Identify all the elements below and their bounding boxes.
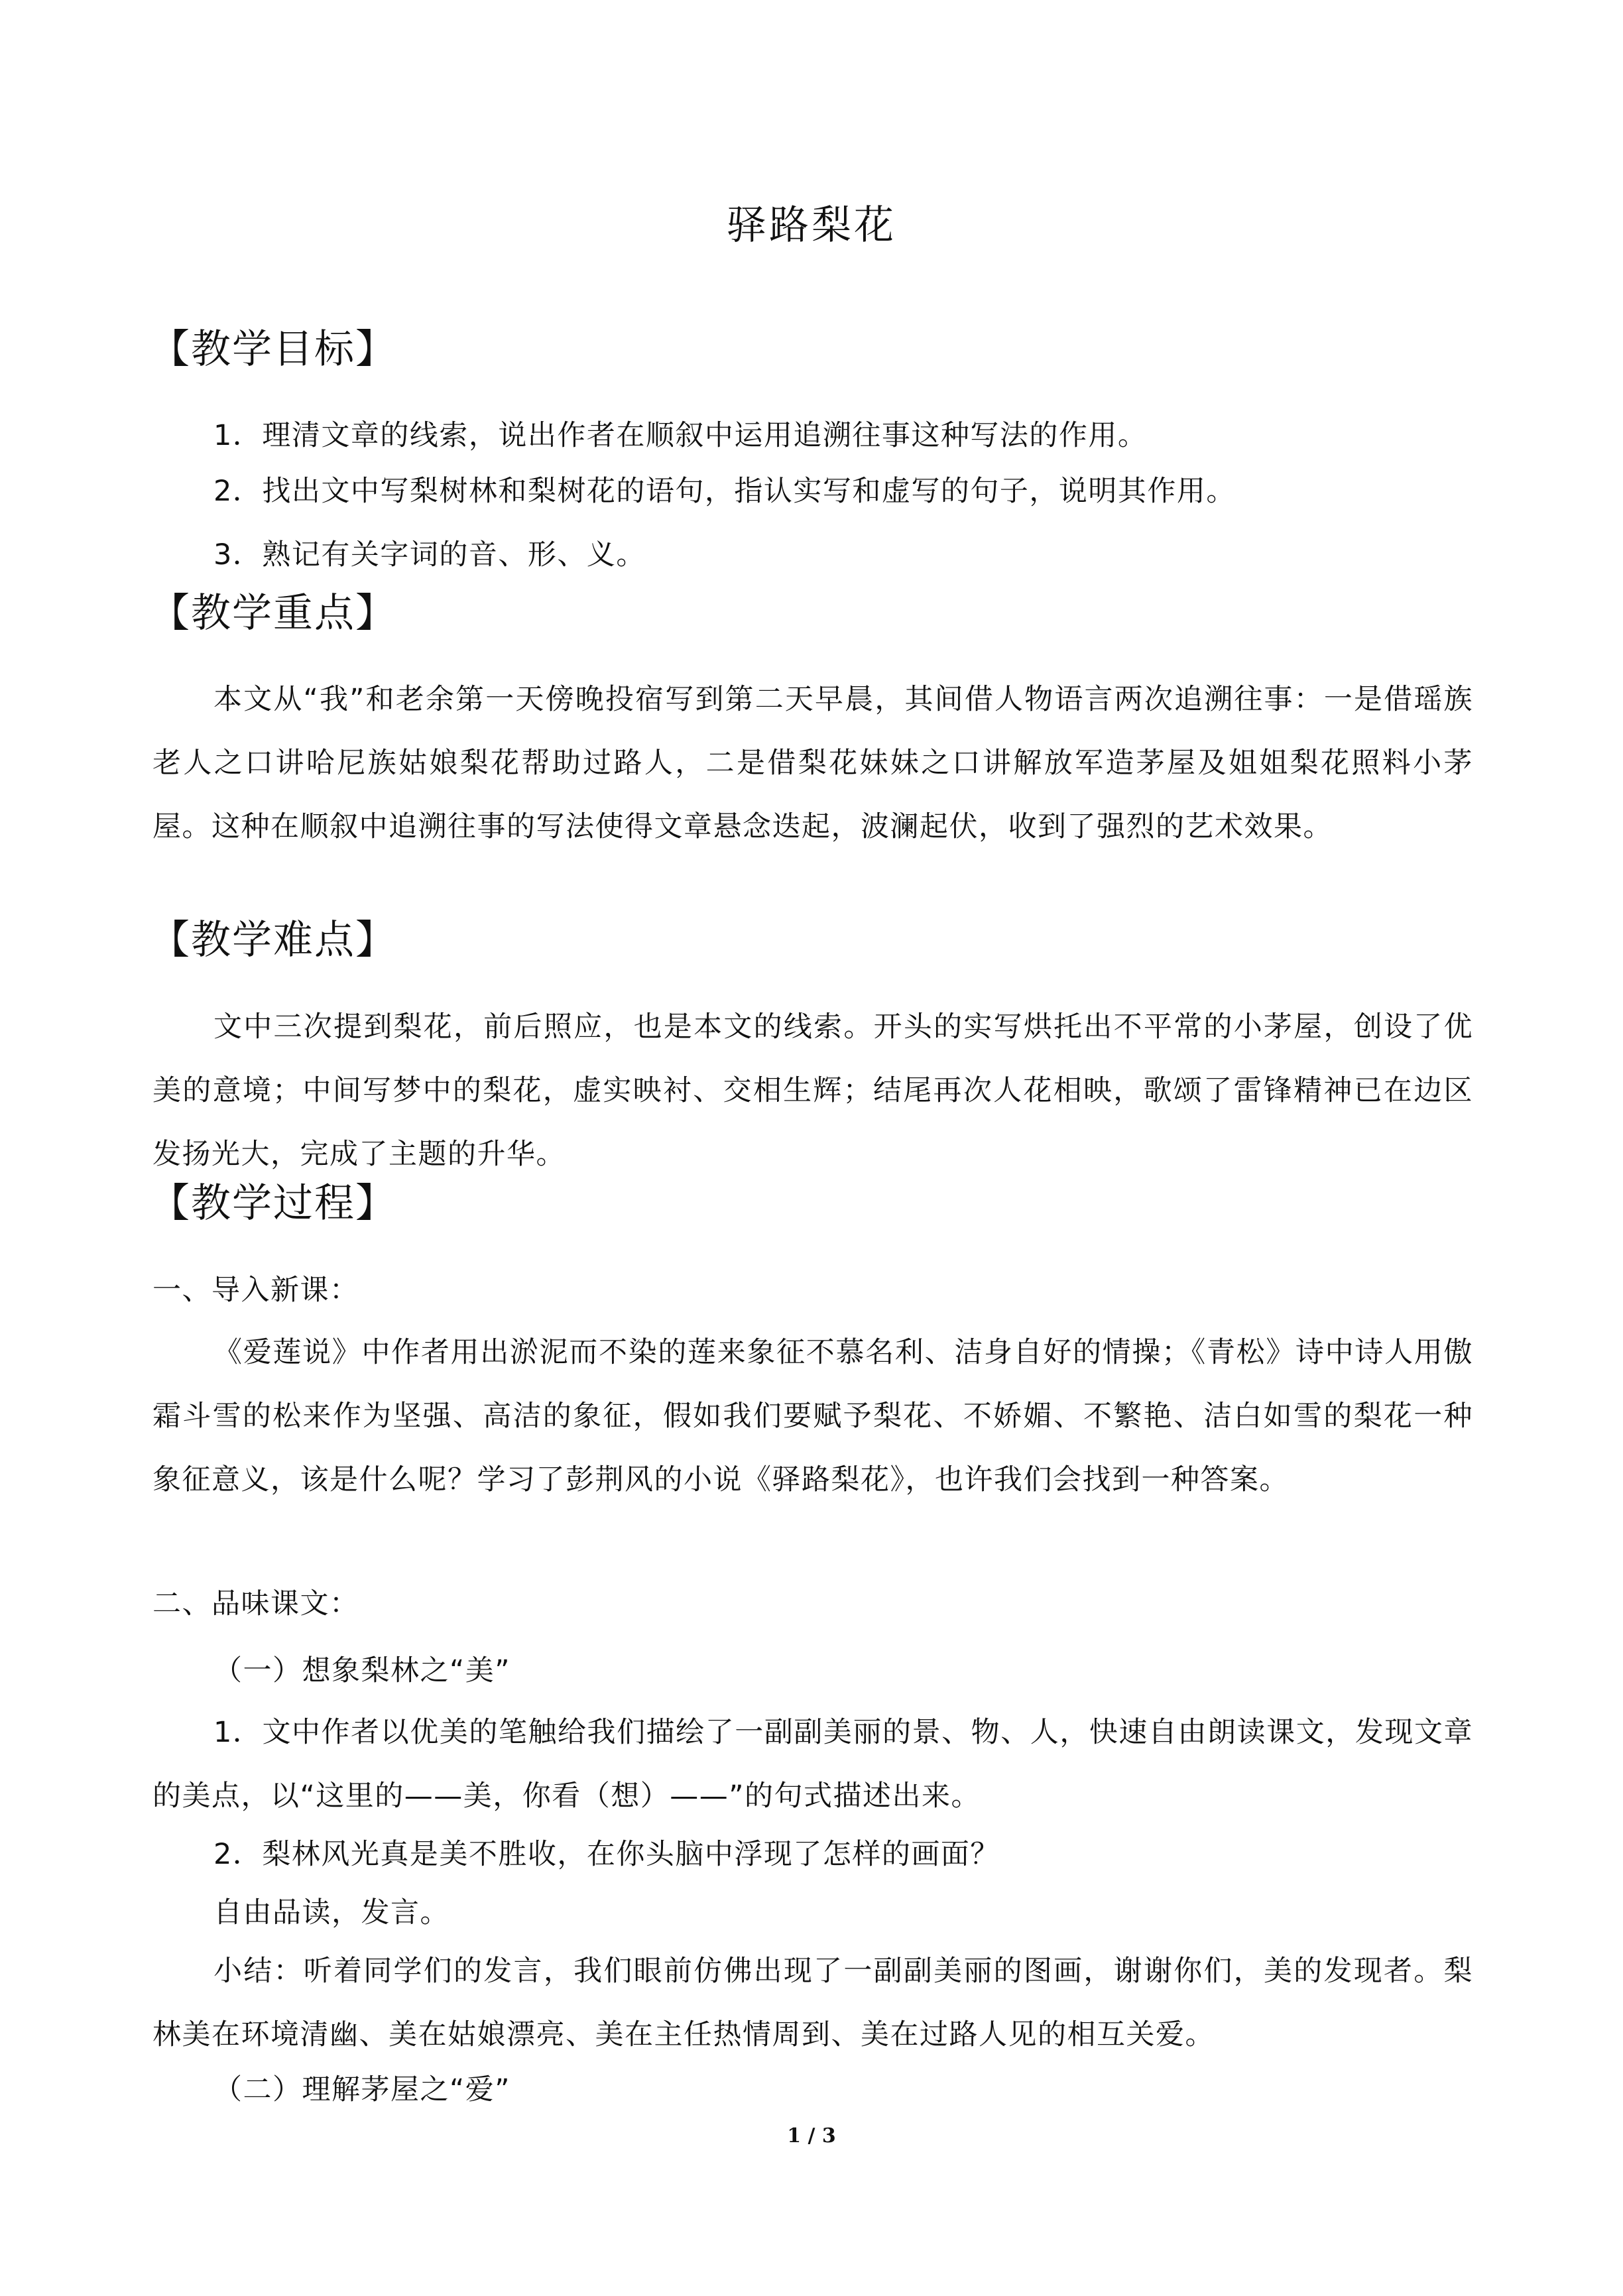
objective-item: 2．找出文中写梨树林和梨树花的语句，指认实写和虚写的句子，说明其作用。 xyxy=(213,475,1236,508)
step1-label: 一、导入新课： xyxy=(152,1274,359,1307)
difficulties-paragraph: 文中三次提到梨花，前后照应，也是本文的线索。开头的实写烘托出不平常的小茅屋，创设了优美的意境；中间写梦中的梨花，虚实映衬、交相生辉；结尾再次人花相映，歌颂了雷锋精神已在边区发扬光大，完成了主题的升华。 xyxy=(152,1010,1473,1171)
step1-paragraph: 《爱莲说》中作者用出淤泥而不染的莲来象征不慕名利、洁身自好的情操；《青松》诗中诗人用傲霜斗雪的松来作为坚强、高洁的象征，假如我们要赋予梨花、不娇媚、不繁艳、洁白如雪的梨花一种象征意义，该是什么呢？学习了彭荆风的小说《驿路梨花》，也许我们会找到一种答案。 xyxy=(152,1336,1473,1496)
document-title: 驿路梨花 xyxy=(727,202,896,249)
subsection-1-note: 自由品读，发言。 xyxy=(213,1896,450,1929)
subsection-1-summary: 小结：听着同学们的发言，我们眼前仿佛出现了一副副美丽的图画，谢谢你们，美的发现者。梨林美在环境清幽、美在姑娘漂亮、美在主任热情周到、美在过路人见的相互关爱。 xyxy=(152,1955,1473,2051)
subsection-2-label: （二）理解茅屋之“爱” xyxy=(213,2073,511,2106)
subsection-1-item-1: 1．文中作者以优美的笔触给我们描绘了一副副美丽的景、物、人，快速自由朗读课文，发现文章的美点，以“这里的——美，你看（想）——”的句式描述出来。 xyxy=(152,1716,1473,1813)
process-heading: 【教学过程】 xyxy=(150,1180,396,1227)
step2-label: 二、品味课文： xyxy=(152,1587,359,1620)
objectives-heading: 【教学目标】 xyxy=(150,326,396,373)
key-points-paragraph: 本文从“我”和老余第一天傍晚投宿写到第二天早晨，其间借人物语言两次追溯往事：一是借瑶族老人之口讲哈尼族姑娘梨花帮助过路人，二是借梨花妹妹之口讲解放军造茅屋及姐姐梨花照料小茅屋。这种在顺叙中追溯往事的写法使得文章悬念迭起，波澜起伏，收到了强烈的艺术效果。 xyxy=(152,683,1473,843)
page-number: 1 / 3 xyxy=(787,2124,836,2147)
difficulties-heading: 【教学难点】 xyxy=(150,917,396,963)
key-points-heading: 【教学重点】 xyxy=(150,590,396,636)
subsection-1-label: （一）想象梨林之“美” xyxy=(213,1654,511,1687)
objective-item: 3．熟记有关字词的音、形、义。 xyxy=(213,538,646,572)
subsection-1-item-2: 2．梨林风光真是美不胜收，在你头脑中浮现了怎样的画面？ xyxy=(213,1838,1000,1871)
objective-item: 1．理清文章的线索，说出作者在顺叙中运用追溯往事这种写法的作用。 xyxy=(213,419,1148,452)
